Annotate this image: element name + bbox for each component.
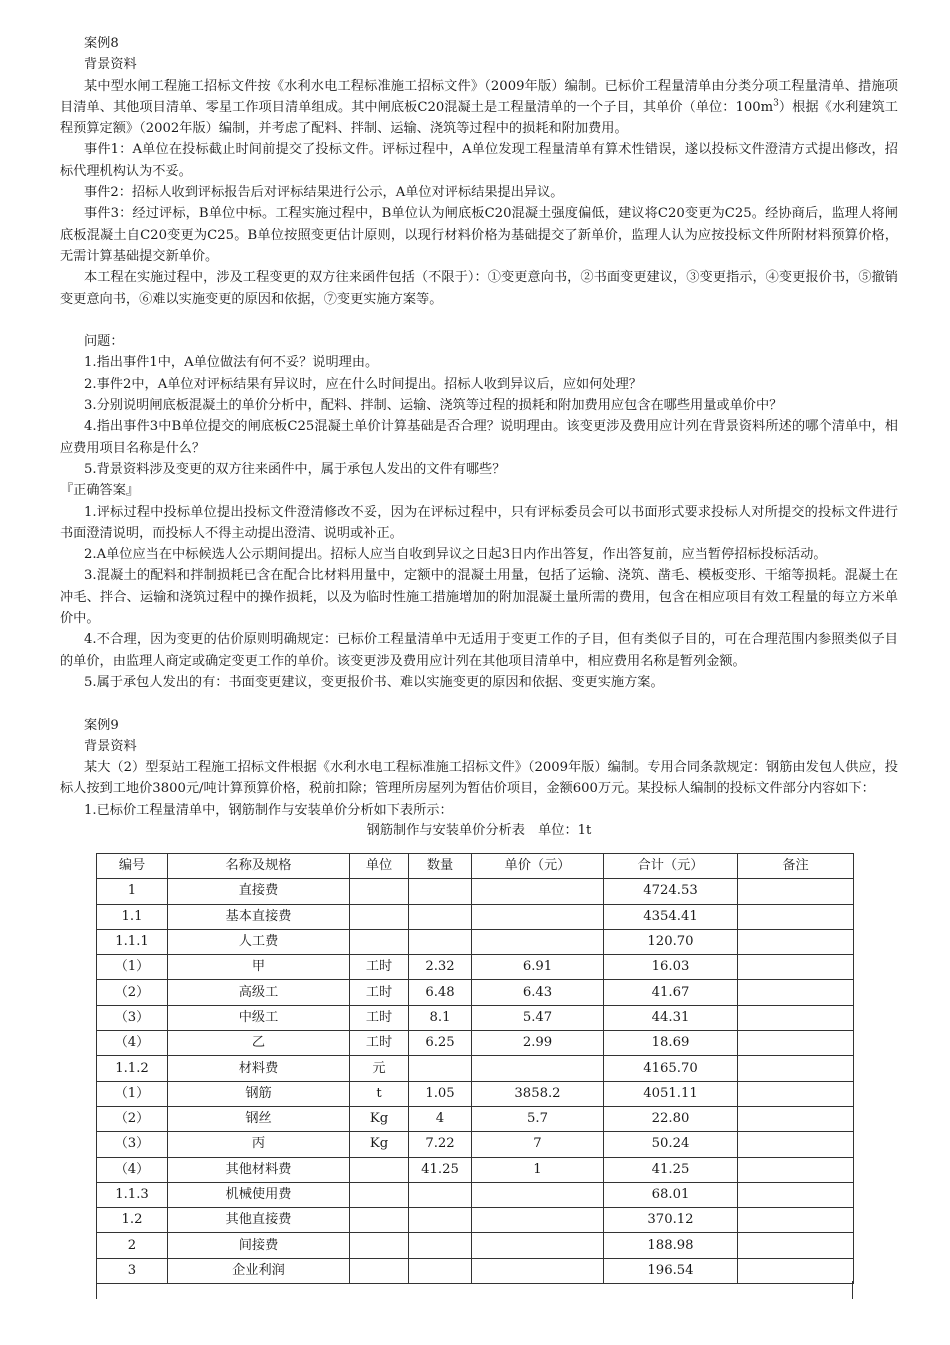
table-row xyxy=(97,929,854,954)
spacer xyxy=(60,693,898,714)
cell-unit xyxy=(350,1233,409,1258)
document-body xyxy=(60,33,898,841)
cell-unit: 工时 xyxy=(350,980,409,1005)
cell-name: 企业利润 xyxy=(168,1258,350,1283)
cell-unit xyxy=(350,904,409,929)
case8-question-4: 4.指出事件3中B单位提交的闸底板C25混凝土单价计算基础是否合理？说明理由。该变更涉及费用应计列在背景资料所述的哪个清单中，相应费用项目名称是什么？ xyxy=(60,419,898,456)
cell-total: 4165.70 xyxy=(604,1056,738,1081)
cell-code: 2 xyxy=(97,1233,168,1258)
cell-name: 高级工 xyxy=(168,980,350,1005)
table-row xyxy=(97,980,854,1005)
cell-code: 3 xyxy=(97,1258,168,1283)
cell-remarks xyxy=(738,1157,854,1182)
cell-quantity xyxy=(409,904,472,929)
col-header-code: 编号 xyxy=(97,854,168,879)
cell-quantity: 6.48 xyxy=(409,980,472,1005)
cell-unit xyxy=(350,1157,409,1182)
cell-remarks xyxy=(738,1208,854,1233)
cell-name: 其他材料费 xyxy=(168,1157,350,1182)
cell-total: 16.03 xyxy=(604,955,738,980)
cell-name: 人工费 xyxy=(168,929,350,954)
cell-name: 钢丝 xyxy=(168,1106,350,1131)
case8-correspondence-paragraph: 本工程在实施过程中，涉及工程变更的双方往来函件包括（不限于）：①变更意向书，②书面变更建议，③变更指示，④变更报价书，⑤撤销变更意向书，⑥难以实施变更的原因和依据，⑦变更实施方案等。 xyxy=(60,270,898,307)
table-body xyxy=(97,879,854,1284)
case9-background-title: 背景资料 xyxy=(84,738,137,754)
table-row xyxy=(97,1233,854,1258)
case8-event-2: 事件2：招标人收到评标报告后对评标结果进行公示，A单位对评标结果提出异议。 xyxy=(84,185,564,201)
cell-remarks xyxy=(738,879,854,904)
table-row xyxy=(97,1106,854,1131)
cell-code: （2） xyxy=(97,980,168,1005)
table-row xyxy=(97,1132,854,1157)
table-row xyxy=(97,1056,854,1081)
cell-remarks xyxy=(738,980,854,1005)
cell-total: 4354.41 xyxy=(604,904,738,929)
col-header-name: 名称及规格 xyxy=(168,854,350,879)
cell-name: 材料费 xyxy=(168,1056,350,1081)
case9-item-1: 1.已标价工程量清单中，钢筋制作与安装单价分析如下表所示： xyxy=(84,802,453,818)
cell-remarks xyxy=(738,904,854,929)
cell-quantity: 1.05 xyxy=(409,1081,472,1106)
cell-total: 196.54 xyxy=(604,1258,738,1283)
case8-event-1: 事件1：A单位在投标截止时间前提交了投标文件。评标过程中，A单位发现工程量清单有算术性错误，遂以投标文件澄清方式提出修改，招标代理机构认为不妥。 xyxy=(60,142,898,179)
cell-total: 41.67 xyxy=(604,980,738,1005)
case8-event-3: 事件3：经过评标，B单位中标。工程实施过程中，B单位认为闸底板C20混凝土强度偏低，建议将C20变更为C25。经协商后，监理人将闸底板混凝土自C20变更为C25。B单位按照变更估计原则，以现行材料价格为基础提交了新单价，监理人认为应按投标文件所附材料预算价格，无需计算基础提交新单价。 xyxy=(60,206,898,264)
cell-quantity: 7.22 xyxy=(409,1132,472,1157)
case8-bg-superscript: 3 xyxy=(773,98,779,109)
cell-total: 4051.11 xyxy=(604,1081,738,1106)
table-row xyxy=(97,1157,854,1182)
cell-unit: Kg xyxy=(350,1132,409,1157)
table-row xyxy=(97,904,854,929)
cell-quantity xyxy=(409,1258,472,1283)
table-continuation-line xyxy=(852,1281,853,1299)
cell-unit: t xyxy=(350,1081,409,1106)
cell-code: 1.1.1 xyxy=(97,929,168,954)
cell-unit xyxy=(350,1208,409,1233)
cell-quantity xyxy=(409,1056,472,1081)
cell-name: 甲 xyxy=(168,955,350,980)
cell-unit-price xyxy=(472,1182,604,1207)
case8-question-3: 3.分别说明闸底板混凝土的单价分析中，配料、拌制、运输、浇筑等过程的损耗和附加费用应包含在哪些用量或单价中？ xyxy=(84,398,783,414)
cell-remarks xyxy=(738,1081,854,1106)
case8-background-paragraph xyxy=(60,76,898,140)
cell-unit-price xyxy=(472,1233,604,1258)
case8-background-title: 背景资料 xyxy=(84,57,137,73)
cell-code: 1.1 xyxy=(97,904,168,929)
cell-total: 50.24 xyxy=(604,1132,738,1157)
col-header-unit-price: 单价（元） xyxy=(472,854,604,879)
cell-remarks xyxy=(738,955,854,980)
cell-code: （1） xyxy=(97,955,168,980)
cell-quantity xyxy=(409,1182,472,1207)
case8-answer-4: 4.不合理，因为变更的估价原则明确规定：已标价工程量清单中无适用于变更工作的子目，但有类似子目的，可在合理范围内参照类似子目的单价，由监理人商定或确定变更工作的单价。该变更涉及费用应计列在其他项目清单中，相应费用名称是暂列金额。 xyxy=(60,632,898,669)
cell-total: 22.80 xyxy=(604,1106,738,1131)
cell-name: 丙 xyxy=(168,1132,350,1157)
table-row xyxy=(97,1182,854,1207)
col-header-unit: 单位 xyxy=(350,854,409,879)
cell-remarks xyxy=(738,1005,854,1030)
cell-total: 18.69 xyxy=(604,1031,738,1056)
case9-background-paragraph: 某大（2）型泵站工程施工招标文件根据《水利水电工程标准施工招标文件》（2009年版）编制。专用合同条款规定：钢筋由发包人供应，投标人按到工地价3800元/吨计算预算价格，税前扣除；管理所房屋列为暂估价项目，金额600万元。某投标人编制的投标文件部分内容如下： xyxy=(60,760,898,797)
cell-name: 乙 xyxy=(168,1031,350,1056)
table-row xyxy=(97,955,854,980)
cell-code: （4） xyxy=(97,1157,168,1182)
cell-quantity xyxy=(409,1208,472,1233)
cell-quantity: 41.25 xyxy=(409,1157,472,1182)
table-row xyxy=(97,1081,854,1106)
cell-unit-price xyxy=(472,1258,604,1283)
cell-unit-price: 7 xyxy=(472,1132,604,1157)
case8-bg-text-b: ）根据《水利建筑工程预算定额》（2002年版）编制，并考虑了配料、拌制、运输、浇筑等过程中的损耗和附加费用。 xyxy=(60,99,898,137)
cell-total: 44.31 xyxy=(604,1005,738,1030)
case8-bg-text-a: 某中型水闸工程施工招标文件按《水利水电工程标准施工招标文件》（2009年版）编制。已标价工程量清单由分类分项工程量清单、措施项目清单、其他项目清单、零星工作项目清单组成。其中闸底板C20混凝土是工程量清单的一个子目，其单价（单位：100m xyxy=(60,78,898,115)
table-row xyxy=(97,879,854,904)
cell-remarks xyxy=(738,929,854,954)
case8-questions-title: 问题： xyxy=(84,334,124,350)
case8-answer-5: 5.属于承包人发出的有：书面变更建议，变更报价书、难以实施变更的原因和依据、变更实施方案。 xyxy=(84,674,664,690)
cell-name: 钢筋 xyxy=(168,1081,350,1106)
cell-unit-price: 6.91 xyxy=(472,955,604,980)
cell-code: 1.1.3 xyxy=(97,1182,168,1207)
cell-unit: 工时 xyxy=(350,955,409,980)
col-header-total: 合计（元） xyxy=(604,854,738,879)
col-header-remarks: 备注 xyxy=(738,854,854,879)
cell-unit-price xyxy=(472,879,604,904)
cell-unit-price xyxy=(472,904,604,929)
cell-remarks xyxy=(738,1132,854,1157)
cell-unit-price: 6.43 xyxy=(472,980,604,1005)
cell-unit-price: 2.99 xyxy=(472,1031,604,1056)
cell-unit: Kg xyxy=(350,1106,409,1131)
case8-question-1: 1.指出事件1中，A单位做法有何不妥？说明理由。 xyxy=(84,355,379,371)
table-row xyxy=(97,1258,854,1283)
cell-remarks xyxy=(738,1106,854,1131)
cell-quantity xyxy=(409,929,472,954)
table-continuation-line xyxy=(96,1281,97,1299)
cell-unit-price: 1 xyxy=(472,1157,604,1182)
cell-unit-price: 3858.2 xyxy=(472,1081,604,1106)
table-row xyxy=(97,1208,854,1233)
cell-quantity xyxy=(409,879,472,904)
cell-name: 基本直接费 xyxy=(168,904,350,929)
cell-total: 370.12 xyxy=(604,1208,738,1233)
cell-remarks xyxy=(738,1233,854,1258)
cell-total: 120.70 xyxy=(604,929,738,954)
cell-remarks xyxy=(738,1258,854,1283)
cell-unit-price: 5.47 xyxy=(472,1005,604,1030)
cell-name: 机械使用费 xyxy=(168,1182,350,1207)
cell-unit-price xyxy=(472,929,604,954)
cell-remarks xyxy=(738,1031,854,1056)
cell-code: （3） xyxy=(97,1005,168,1030)
cell-name: 中级工 xyxy=(168,1005,350,1030)
table-header-row xyxy=(97,854,854,879)
cell-quantity: 2.32 xyxy=(409,955,472,980)
cell-unit-price xyxy=(472,1056,604,1081)
case8-title: 案例8 xyxy=(84,36,119,51)
cell-unit xyxy=(350,879,409,904)
table-row xyxy=(97,1005,854,1030)
table-caption: 钢筋制作与安装单价分析表 单位：1t xyxy=(366,822,592,838)
cell-name: 直接费 xyxy=(168,879,350,904)
cell-total: 68.01 xyxy=(604,1182,738,1207)
cell-code: （4） xyxy=(97,1031,168,1056)
cell-total: 188.98 xyxy=(604,1233,738,1258)
cell-total: 41.25 xyxy=(604,1157,738,1182)
cell-unit xyxy=(350,1182,409,1207)
cell-unit-price: 5.7 xyxy=(472,1106,604,1131)
cell-total: 4724.53 xyxy=(604,879,738,904)
table-row xyxy=(97,1031,854,1056)
cell-remarks xyxy=(738,1182,854,1207)
cell-remarks xyxy=(738,1056,854,1081)
cell-code: （1） xyxy=(97,1081,168,1106)
cell-unit: 工时 xyxy=(350,1031,409,1056)
cell-name: 其他直接费 xyxy=(168,1208,350,1233)
cell-code: （2） xyxy=(97,1106,168,1131)
case9-title: 案例9 xyxy=(84,717,119,733)
col-header-quantity: 数量 xyxy=(409,854,472,879)
cell-unit xyxy=(350,929,409,954)
unit-price-analysis-table xyxy=(96,853,854,1284)
case8-question-5: 5.背景资料涉及变更的双方往来函件中，属于承包人发出的文件有哪些？ xyxy=(84,461,506,477)
cell-quantity: 8.1 xyxy=(409,1005,472,1030)
cell-quantity xyxy=(409,1233,472,1258)
cell-code: 1.1.2 xyxy=(97,1056,168,1081)
case8-answers-title: 『正确答案』 xyxy=(60,483,140,499)
case8-answer-1: 1.评标过程中投标单位提出投标文件澄清修改不妥，因为在评标过程中，只有评标委员会可以书面形式要求投标人对所提交的投标文件进行书面澄清说明，而投标人不得主动提出澄清、说明或补正。 xyxy=(60,504,898,541)
cell-unit-price xyxy=(472,1208,604,1233)
spacer xyxy=(60,310,898,331)
case8-answer-3: 3.混凝土的配料和拌制损耗已含在配合比材料用量中，定额中的混凝土用量，包括了运输、浇筑、凿毛、模板变形、干缩等损耗。混凝土在冲毛、拌合、运输和浇筑过程中的操作损耗，以及为临时性施工措施增加的附加混凝土量所需的费用，包含在相应项目有效工程量的每立方米单价中。 xyxy=(60,568,898,627)
cell-name: 间接费 xyxy=(168,1233,350,1258)
case8-question-2: 2.事件2中，A单位对评标结果有异议时，应在什么时间提出。招标人收到异议后，应如何处理？ xyxy=(84,376,642,392)
case8-answer-2: 2.A单位应当在中标候选人公示期间提出。招标人应当自收到异议之日起3日内作出答复，作出答复前，应当暂停招标投标活动。 xyxy=(84,547,827,563)
cell-unit: 元 xyxy=(350,1056,409,1081)
cell-code: 1 xyxy=(97,879,168,904)
cell-quantity: 6.25 xyxy=(409,1031,472,1056)
cell-quantity: 4 xyxy=(409,1106,472,1131)
cell-unit: 工时 xyxy=(350,1005,409,1030)
cell-unit xyxy=(350,1258,409,1283)
cell-code: 1.2 xyxy=(97,1208,168,1233)
cell-code: （3） xyxy=(97,1132,168,1157)
